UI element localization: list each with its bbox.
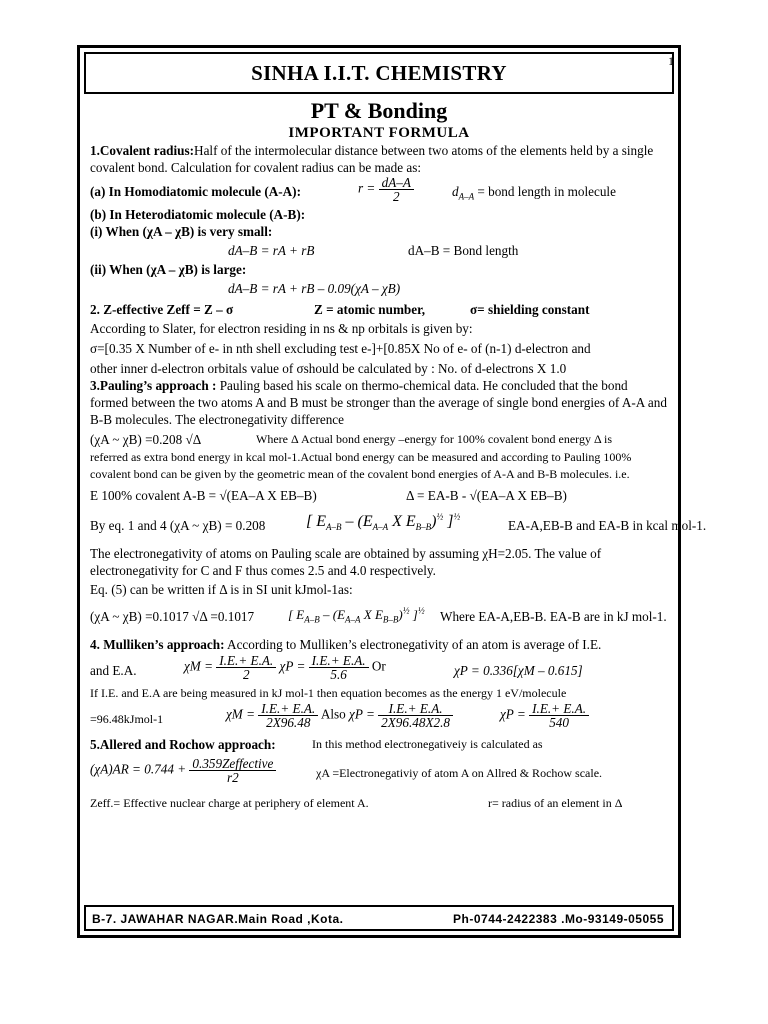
chi-m2-eq [226,702,453,729]
small-formula: dA–B = rA + rB [228,243,315,258]
s4-val: =96.48kJmol-1 [90,712,164,726]
homo-def-text: = bond length in molecule [477,184,616,199]
chi-p4-frac [529,702,589,729]
s5-def-row [90,791,668,812]
footer-phone: Ph-0744-2422383 .Mo-93149-05055 [453,912,664,926]
eq2: E 100% covalent A-B = √(EA–A X EB–B) [90,488,317,503]
homo-formula [358,176,414,203]
chi-p-num: I.E.+ E.A. [309,654,369,668]
s4-paragraph [90,636,668,653]
chi-m-label: χM = [184,658,213,674]
homo-row [90,176,668,206]
s1-label: 1.Covalent radius: [90,143,195,158]
s3-text2: referred as extra bond energy in kcal mol-1.Actual bond energy can be measured and according to Pauling 100% covalent bond can be given by the geometric mean of the covalent bond energies of A-A and B-B molecules. i.e. [90,450,632,481]
homo-fraction [379,176,414,203]
eq5-pre: (χA ~ χB) =0.1017 √Δ =0.1017 [90,609,255,624]
eq3: Δ = EA-B - √(EA–A X EB–B) [406,488,567,503]
eq5-row [90,598,668,632]
eq4-post: EA-A,EB-B and EA-B in kcal mol-1. [508,518,707,533]
eq4-bracket: [ $E_{A-B} - (E_{A-A}$ X $E_{B-B})^{\frac{1}{2}}$ ]$^{\frac{1}{2}}$ [306,511,461,533]
content [90,96,707,899]
small-label: (i) When (χA – χB) is very small: [90,224,273,239]
chi-m-num: I.E.+ E.A. [216,654,276,668]
sigma-formula-2: other inner d-electron orbitals value of σshould be calculated by : No. of d-electrons X 1.0 [90,361,567,376]
eq1-where: Where Δ Actual bond energy –energy for 100% covalent bond energy Δ is [256,432,613,446]
s3-text4: Eq. (5) can be written if Δ is in SI unit kJmol-1as: [90,582,353,597]
chi-m-den: 2 [242,667,250,682]
s3-paragraph [90,377,668,428]
small-row [90,240,668,261]
bond-def: dA–B = Bond length [408,243,519,258]
zeff-line [90,301,233,318]
zeff-text: 2. Z-effective Zeff = Z – σ [90,302,234,317]
chi-m-frac [216,654,276,681]
zeff-def: Zeff.= Effective nuclear charge at periphery of element A. [90,796,369,810]
eq5-bracket: [ $E_{A-B} - (E_{A-A}$ X $E_{B-B})^{\frac{1}{2}}$ ]$^{\frac{1}{2}}$ [288,605,425,625]
eq4-pre: By eq. 1 and 4 (χA ~ χB) = 0.208 [90,518,266,533]
or-text: Or [371,658,386,674]
and-ea: and E.A. [90,663,137,678]
chi-m2-label: χM = [226,706,255,722]
chi-p3-den: 2X96.48X2.8 [381,715,451,730]
hetero-label: (b) In Heterodiatomic molecule (A-B): [90,207,306,222]
s5-num: 0.359Zeffective [189,757,276,771]
s4-text2: If I.E. and E.A are being measured in kJ mol-1 then equation becomes as the energy 1 eV/molecule [90,686,567,700]
s5-eq-label: (χA)AR = 0.744 + [90,761,187,777]
homo-lhs: r = [358,180,376,196]
s2-row [90,299,668,320]
homo-def: $d_{A-A}$ = bond length in molecule [452,184,616,202]
doc-subtitle: IMPORTANT FORMULA [288,125,470,141]
footer-box [84,905,674,931]
chi-p-label: χP = [279,658,306,674]
s5-eq-row [90,755,668,791]
s5-chi-def: χA =Electronegativiy of atom A on Allred & Rochow scale. [316,766,603,780]
chi-p2: χP = 0.336[χM – 0.615] [454,663,583,678]
sigma-def: σ= shielding constant [470,302,590,317]
page-number: 1 [668,54,674,68]
s1-paragraph [90,142,668,176]
chi-p4-num: I.E.+ E.A. [529,702,589,716]
footer-address: B-7. JAWAHAR NAGAR.Main Road ,Kota. [92,912,344,926]
doc-title: PT & Bonding [310,98,448,123]
chi-p-frac [309,654,369,681]
s5-eq [90,757,276,784]
homo-label: (a) In Homodiatomic molecule (A-A): [90,184,301,199]
slater-line: According to Slater, for electron residing in ns & np orbitals is given by: [90,321,473,336]
homo-num: dA–A [379,176,414,190]
s5-den: r2 [227,770,239,785]
chi-p-den: 5.6 [330,667,347,682]
eq5-post: Where EA-A,EB-B. EA-B are in kJ mol-1. [440,609,667,624]
s5-frac [189,757,276,784]
s3-text3: The electronegativity of atoms on Pauling scale are obtained by assuming χH=2.05. The value of electronegativity for C and F thus comes 2.5 and 4.0 respectively. [90,546,602,578]
s1-text: Half of the intermolecular distance between two atoms of the elements held by a single covalent bond. Calculation for covalent radius can be made as: [90,143,654,175]
chi-m2-den: 2X96.48 [266,715,311,730]
eq1: (χA ~ χB) =0.208 √Δ [90,432,202,447]
chi-p3-num: I.E.+ E.A. [378,702,453,716]
chi-p4-eq [500,702,589,729]
s3-label: 3.Pauling’s approach : [90,378,217,393]
s5-head-row [90,734,668,755]
large-row [90,278,668,299]
s4-eq2-row [90,702,668,734]
chi-p4-den: 540 [549,715,569,730]
s4-eq-row [90,653,668,685]
homo-den: 2 [392,189,400,204]
eq1-row [90,428,668,449]
chi-p4-label: χP = [500,706,526,722]
r-def: r= radius of an element in Δ [488,796,623,810]
eq4-row [90,507,707,541]
also-text: Also [320,706,346,722]
header-title: SINHA I.I.T. CHEMISTRY [251,61,507,85]
s3-text: Pauling based his scale on thermo-chemical data. He concluded that the bond formed between the two atoms A and B must be stronger than the average of single bond energies of A-A and B-B molecules. The electronegativity difference [90,378,667,427]
eq2-row [90,483,668,507]
sigma-formula: σ=[0.35 X Number of e- in nth shell excluding test e-]+[0.85X No of e- of (n-1) d-electron and [90,341,591,356]
s5-label: 5.Allered and Rochow approach: [90,737,276,752]
chi-m2-frac [258,702,318,729]
large-label: (ii) When (χA – χB) is large: [90,262,247,277]
chi-m-eq [184,654,386,681]
s5-text: In this method electronegativeiy is calculated as [312,737,543,751]
chi-m2-num: I.E.+ E.A. [258,702,318,716]
z-def: Z = atomic number, [314,302,426,317]
chi-p3-label: χP = [349,706,375,722]
page-frame [77,45,707,938]
s4-label: 4. Mulliken’s approach: [90,637,225,652]
s4-text: According to Mulliken’s electronegativity of an atom is average of I.E. [227,637,602,652]
header-box [84,52,674,94]
chi-p3-frac [378,702,453,729]
large-formula: dA–B = rA + rB – 0.09(χA – χB) [228,281,401,296]
